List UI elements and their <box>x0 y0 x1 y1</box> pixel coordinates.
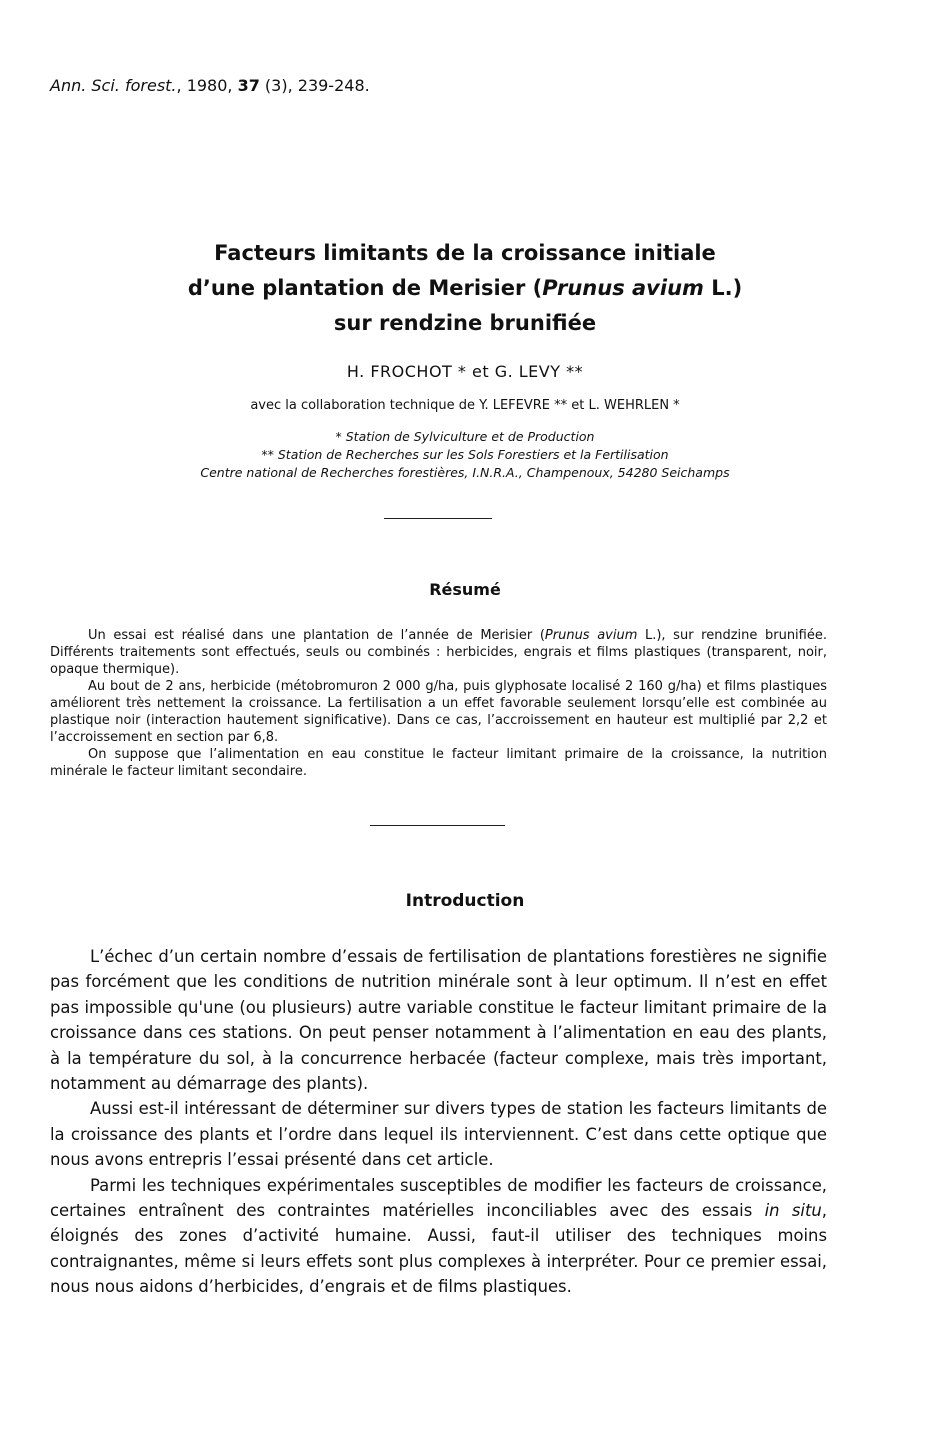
title-line-2 <box>90 271 840 306</box>
journal-volume: 37 <box>237 76 260 95</box>
abstract-paragraph-3: On suppose que l’alimentation en eau constitue le facteur limitant primaire de la croissance, la nutrition minérale le facteur limitant secondaire. <box>50 747 827 779</box>
affiliation-2: ** Station de Recherches sur les Sols Forestiers et la Fertilisation <box>261 447 669 462</box>
abstract-species-name: Prunus avium <box>544 628 638 643</box>
abstract-p1-text: Un essai est réalisé dans une plantation de l’année de Merisier ( <box>88 628 545 643</box>
introduction-p3-end: , éloignés des zones d’activité humaine. Aussi, faut-il utiliser des techniques moins contraignantes, même si leurs effets sont plus complexes à interpréter. Pour ce premier essai, nous nous aidons d’herbicides, d’engrais et de films plastiques. <box>50 1201 827 1297</box>
divider-rule <box>370 825 505 826</box>
affiliation-1: * Station de Sylviculture et de Production <box>335 429 595 444</box>
journal-year: , 1980, <box>176 76 238 95</box>
abstract-heading: Résumé <box>429 580 501 599</box>
title-species-name: Prunus avium <box>542 276 704 300</box>
title-line-3: sur rendzine brunifiée <box>333 311 597 335</box>
affiliation-3: Centre national de Recherches forestières, I.N.R.A., Champenoux, 54280 Seichamps <box>200 465 730 480</box>
title-line-2-end: L.) <box>703 276 743 300</box>
affiliations <box>0 428 930 482</box>
introduction-body <box>50 944 827 1300</box>
journal-issue-pages: (3), 239-248. <box>259 76 370 95</box>
abstract-paragraph-1 <box>50 627 827 678</box>
divider-rule <box>384 518 492 519</box>
journal-name: Ann. Sci. forest. <box>50 76 177 95</box>
introduction-paragraph-2: Aussi est-il intéressant de déterminer sur divers types de station les facteurs limitants de la croissance des plants et l’ordre dans lequel ils interviennent. C’est dans cette optique que nous avons entrepris l’essai présenté dans cet article. <box>50 1099 827 1170</box>
introduction-paragraph-1: L’échec d’un certain nombre d’essais de fertilisation de plantations forestières ne signifie pas forcément que les conditions de nutrition minérale sont à leur optimum. Il n’est en effet pas impossible qu'une (ou plusieurs) autre variable constitue le facteur limitant primaire de la croissance dans ces stations. On peut penser notamment à l’alimentation en eau des plants, à la température du sol, à la concurrence herbacée (facteur complexe, mais très important, notamment au démarrage des plants). <box>50 947 827 1094</box>
title-line-2-text: d’une plantation de Merisier ( <box>187 276 543 300</box>
abstract-paragraph-2: Au bout de 2 ans, herbicide (métobromuron 2 000 g/ha, puis glyphosate localisé 2 160 g/ha) et films plastiques améliorent très nettement la croissance. La fertilisation a un effet favorable seulement lorsqu’elle est combinée au plastique noir (interaction hautement significative). Dans ce cas, l’accroissement en hauteur est multiplié par 2,2 et l’accroissement en section par 6,8. <box>50 679 827 745</box>
title-line-1: Facteurs limitants de la croissance initiale <box>214 241 716 265</box>
introduction-paragraph-3 <box>50 1173 827 1300</box>
journal-citation <box>50 76 370 95</box>
introduction-in-situ: in situ <box>764 1201 822 1221</box>
abstract-body <box>50 627 827 780</box>
introduction-heading: Introduction <box>405 891 525 911</box>
collaboration: avec la collaboration technique de Y. LEFEVRE ** et L. WEHRLEN * <box>250 398 680 413</box>
introduction-p3-text: Parmi les techniques expérimentales susceptibles de modifier les facteurs de croissance, certaines entraînent des contraintes matérielles inconciliables avec des essais <box>50 1175 827 1221</box>
authors: H. FROCHOT * et G. LEVY ** <box>346 362 584 381</box>
paper-title <box>90 236 840 341</box>
abstract-p1-end: L.), sur rendzine brunifiée. Différents traitements sont effectués, seuls ou combinés : herbicides, engrais et films plastiques (transparent, noir, opaque thermique). <box>50 628 827 677</box>
